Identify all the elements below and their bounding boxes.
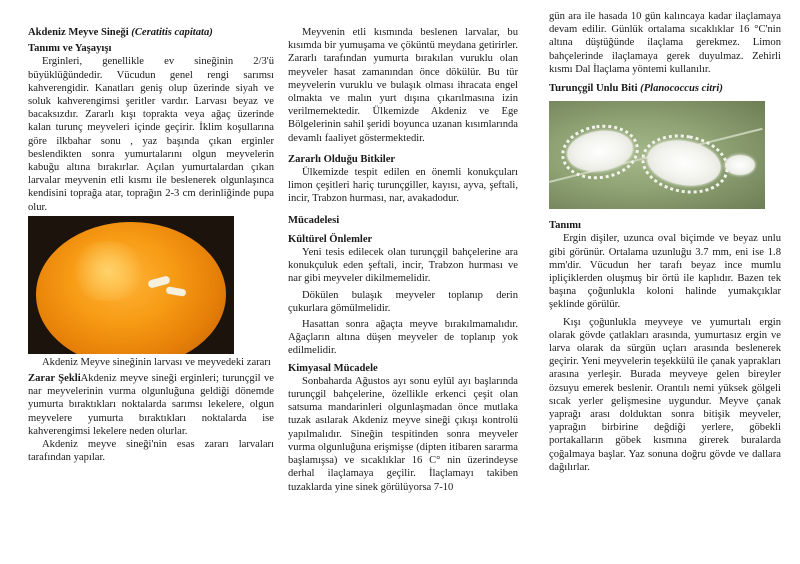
heading-tanim: Tanımı ve Yaşayışı	[28, 43, 112, 55]
column-3	[549, 10, 781, 474]
paragraph: Erginleri, genellikle ev sineğinin 2/3'ü büyüklüğündedir. Vücudun genel rengi sarımsı kahverengidir. Kanatları geniş olup üzerinde siyah ve soluk kahverengimsi şeritler vardır. Larvası beyaz ve bacaksızdır. Zararlı kışı toprakta veya ağaç üzerinde kalan turunç meyveleri içinde geçirir. İklim koşullarına göre ilkbahar sonu , yaz başında çıkan erginler beslendikten sonra yumurtalarını olgun meyvelerin kabuğu altına bırakırlar. Açılan yumurtalardan çıkan larvalar meyvenin etli kısmı ile beslenerek olgunlaşınca kendisini toprağa atar, toprağın 2-3 cm derinliğinde pupa olur.	[28, 56, 274, 213]
zarar-text: Akdeniz meyve sineği erginleri; turunçgil ve nar meyvelerinin vurma olgunluğuna geldiği dönemde yumurta bıraktıkları noktalarda sarımsı lekelere, olgun meyvelere yumurta bıraktıkları noktalarda ise kahverengimsi lekelere neden olurlar.	[28, 373, 274, 437]
mealybug-photo	[549, 101, 765, 209]
paragraph: Meyvenin etli kısmında beslenen larvalar, bu kısımda bir yumuşama ve çökün​tü meydana getirirler. Zararlı tarafından yumurta bırakılan vuruklu olan meyveler hasat zamanından önce dökülür. Bu tür meyvelerin vuruklu ve bulaşık olması ihracata engel olmakta ve malın yurt dışına çıkarılmasına izin verilmemektedir. Ülkemizde Akdeniz ve Ege Bölgelerinin sahil şeridi boyunca uzanan kısımlarında devamlı faaliyet göstermektedir.	[288, 27, 518, 144]
pest-name: Akdeniz Meyve Sineği	[28, 27, 129, 38]
paragraph: gün ara ile hasada 10 gün kalıncaya kadar ilaçlamaya devam edilir. Günlük ortalama sıcaklıklar 16 °C'nin altına düştüğünde ilaçlama gerekmez. Limon bahçelerinde ilaçlamaya gerek duyulmaz. Zehirli kısmı Dal İlaçlama yöntemi kullanılır.	[549, 11, 781, 75]
heading-kulturel: Kültürel Önlemler	[288, 233, 373, 245]
orange-larva-photo	[28, 216, 234, 354]
pest-name: Turunçgil Unlu Biti	[549, 83, 638, 95]
paragraph: Ülkemizde tespit edilen en önemli konukçuları limon çeşitleri hariç turunçgiller, kayısı, ayva, şeftali, incir, Trabzon hurması, nar, avakadodur.	[288, 167, 518, 205]
column-1	[28, 26, 274, 464]
heading-kimyasal: Kimyasal Mücadele	[288, 362, 378, 374]
paragraph: Ergin dişiler, uzunca oval biçimde ve beyaz unlu gibi görünür. Ortalama uzunluğu 3.7 mm, eni ise 1.8 mm'dir. Vücudun her tarafı beyaz ince mumlu ipliçiklerden oluşmuş bir örtü ile kaplıdır. Bazen tek başına çoğunlukla koloni halinde yumakçıklar şeklinde görülür.	[549, 233, 781, 311]
paragraph: Kışı çoğunlukla meyveye ve yumurtalı ergin olarak gövde çatlakları arasında, yumurtasız ergin ve larva olarak da sürgün uçları arasında beslenerek geçirir. Yeni meyvelerin teşekkülü ile çanak yaprakları arasına yerleşir. Burada meyveye gelen bireyler özsuyu emerek beslenir. Orantılı nemi yüksek gölgeli sıcak yerler gelişmesine uygundur. Meyve çanak yaprağı arası dolduktan sonra bitişik meyveler, yaprağın birbirine değdiği yerlere, göbekli portakalların göbek kısmına girerek buralarda çoğalmaya başlar. Yaz sonuna doğru gövde ve dallara dağılırlar.	[549, 316, 781, 473]
heading-bitkiler: Zararlı Olduğu Bitkiler	[288, 153, 396, 165]
paragraph: Akdeniz meyve sineği'nin esas zararı larvaları tarafından yapılar.	[28, 439, 274, 464]
section-title	[549, 82, 781, 95]
zarar-paragraph	[28, 372, 274, 438]
photo-caption: Akdeniz Meyve sineğinin larvası ve meyvedeki zararı	[42, 356, 271, 368]
heading-tanim: Tanımı	[549, 220, 581, 232]
paragraph: Sonbaharda Ağustos ayı sonu eylül ayı başlarında turunçgil bahçelerine, özellikle erkenci çeşit olan satsuma mandarinleri olgunlaşmadan önce mutlaka tuzak asılarak Akdeniz meyve sineği çıkışı kontrolü yapılmalıdır. Sineğin tespitinden sonra meyveler vurma olgunluğuna erişmişse (dipten itibaren sararma başlamışsa) ve sıcaklıklar 16 C° nin üzerindeyse derhal ilaçlamaya geçilir. İlaçlamayı takiben tuzaklarda yine sinek görülüyorsa 7-10	[288, 375, 518, 493]
paragraph: Dökülen bulaşık meyveler toplanıp derin çukurlara gömülmelidir.	[288, 289, 518, 314]
column-2	[288, 26, 518, 494]
species-name: (Planococcus citri)	[640, 83, 723, 95]
heading-mucadele: Mücadelesi	[288, 214, 340, 226]
section-title	[28, 26, 274, 39]
paragraph: Yeni tesis edilecek olan turunçgil bahçelerine ara konukçuluk eden şeftali, incir, Trabzon hurması ve nar gibi meyveler dikilmemelidir.	[288, 247, 518, 285]
heading-zarar: Zarar Şekli	[28, 373, 81, 385]
paragraph: Hasattan sonra ağaçta meyve bırakılmamalıdır. Ağaçların altına düşen meyveler de toplanıp yok edilmelidir.	[288, 319, 518, 357]
highlight	[68, 241, 148, 301]
species-name: (Ceratitis capitata)	[131, 27, 213, 38]
